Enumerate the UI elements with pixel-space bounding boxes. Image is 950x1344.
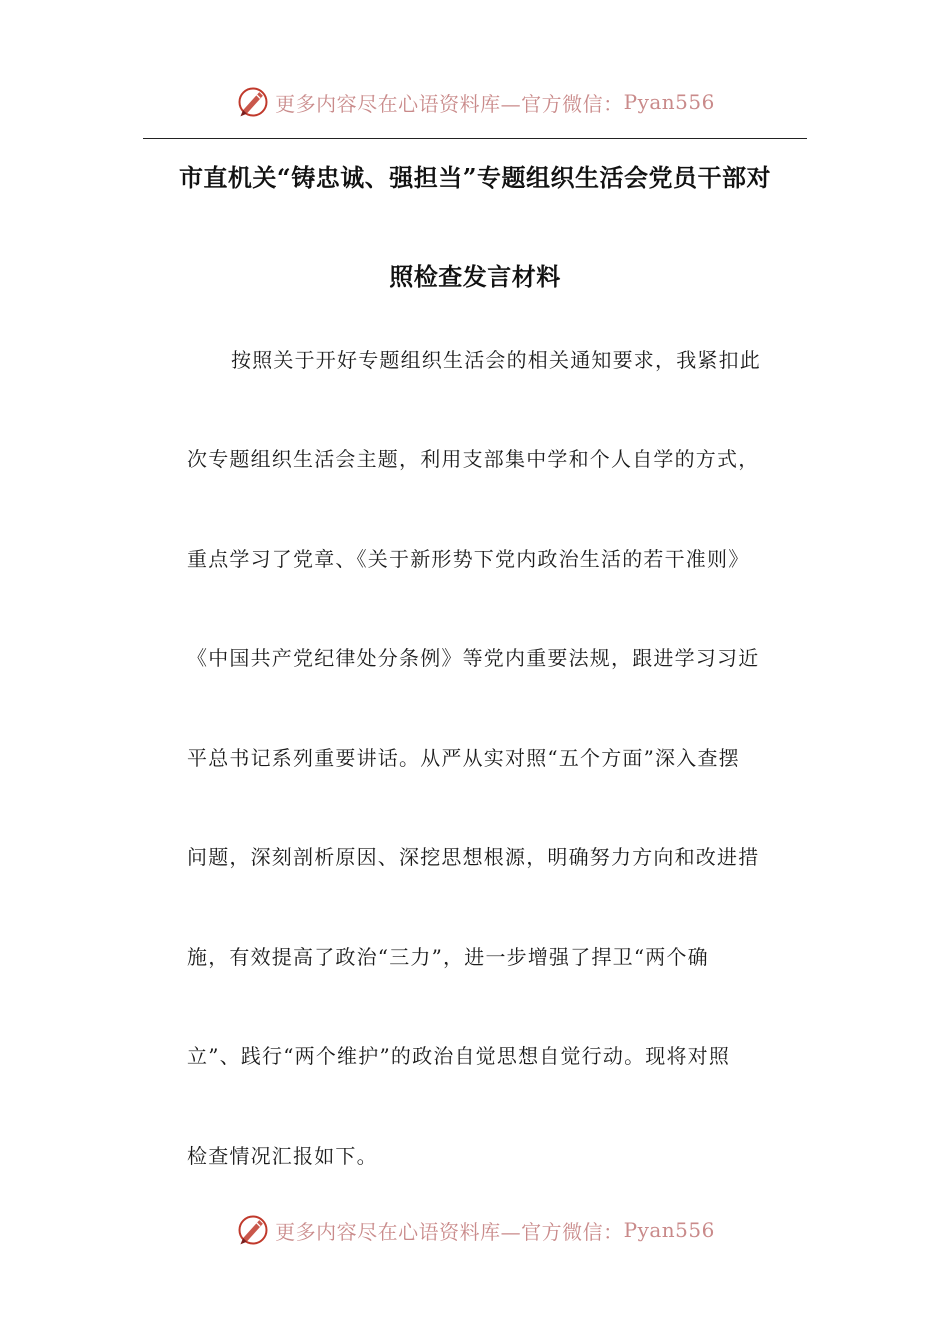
body-line-9: 检查情况汇报如下。 — [187, 1144, 378, 1168]
body-line-2: 次专题组织生活会主题，利用支部集中学和个人自学的方式， — [187, 447, 760, 471]
header-divider — [143, 138, 807, 139]
body-line-1: 按照关于开好专题组织生活会的相关通知要求，我紧扣此 — [231, 348, 761, 372]
body-line-4: 《中国共产党纪律处分条例》等党内重要法规，跟进学习习近 — [187, 646, 760, 670]
body-line-5: 平总书记系列重要讲话。从严从实对照“五个方面”深入查摆 — [187, 746, 740, 770]
body-line-3: 重点学习了党章、《关于新形势下党内政治生活的若干准则》 — [187, 547, 750, 571]
body-line-7: 施，有效提高了政治“三力”，进一步增强了捍卫“两个确 — [187, 945, 709, 969]
header-watermark — [0, 80, 950, 124]
body-line-6: 问题，深刻剖析原因、深挖思想根源，明确努力方向和改进措 — [187, 845, 760, 869]
footer-watermark — [0, 1208, 950, 1252]
document-title-line-1: 市直机关“铸忠诚、强担当”专题组织生活会党员干部对 — [178, 163, 772, 192]
pen-logo-icon — [235, 1212, 271, 1248]
watermark-wechat-id: Pyan556 — [623, 1218, 715, 1242]
document-title-line-2: 照检查发言材料 — [389, 262, 561, 291]
body-line-8: 立”、践行“两个维护”的政治自觉思想自觉行动。现将对照 — [187, 1044, 731, 1068]
watermark-text: 更多内容尽在心语资料库—官方微信： — [275, 1219, 624, 1244]
watermark-wechat-id: Pyan556 — [623, 90, 715, 114]
pen-logo-icon — [235, 84, 271, 120]
watermark-text: 更多内容尽在心语资料库—官方微信： — [275, 91, 624, 116]
